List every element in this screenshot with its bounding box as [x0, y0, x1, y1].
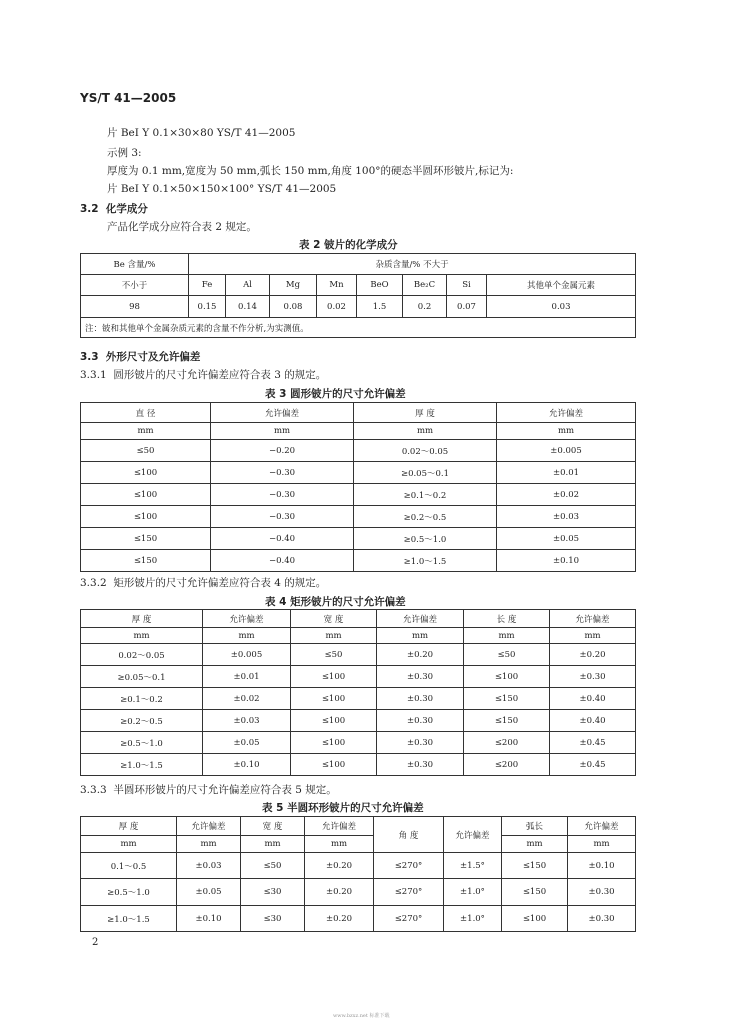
unit-label: mm: [354, 423, 497, 440]
section-3-3-1-text: [80, 367, 326, 382]
column-header: 允许偏差: [497, 403, 636, 423]
section-text: 圆形铍片的尺寸允许偏差应符合表 3 的规定。: [113, 369, 327, 381]
table-row: [81, 732, 636, 754]
section-title: 外形尺寸及允许偏差: [105, 351, 201, 363]
table-row: [81, 484, 636, 506]
section-3-2-heading: [80, 201, 148, 216]
table-cell: −0.30: [211, 506, 354, 528]
table-cell: ±0.03: [177, 853, 241, 879]
table-cell: 0.03: [487, 296, 636, 318]
unit-label: mm: [203, 628, 291, 644]
table-cell: ≥0.05～0.1: [354, 462, 497, 484]
table-cell: 1.5: [357, 296, 403, 318]
table-cell: ≤150: [502, 853, 568, 879]
column-header: 允许偏差: [377, 610, 464, 628]
table-cell: ≤50: [291, 644, 377, 666]
table-5: [80, 816, 636, 932]
unit-label: mm: [568, 836, 636, 853]
table-row: [81, 710, 636, 732]
table-cell: ±0.30: [377, 710, 464, 732]
element-header: Si: [447, 275, 487, 296]
table-cell: ≥0.5～1.0: [81, 732, 203, 754]
element-header: Mn: [317, 275, 357, 296]
unit-label: mm: [550, 628, 636, 644]
table-row: [81, 550, 636, 572]
table-cell: ≤30: [241, 879, 305, 906]
table-cell: −0.30: [211, 462, 354, 484]
column-header: 宽 度: [241, 817, 305, 836]
table-cell: ±0.10: [203, 754, 291, 776]
section-3-2-text: 产品化学成分应符合表 2 规定。: [107, 221, 257, 233]
table-cell: ±0.03: [203, 710, 291, 732]
section-text: 矩形铍片的尺寸允许偏差应符合表 4 的规定。: [113, 577, 327, 589]
table-row: [81, 853, 636, 879]
table-cell: ≤100: [81, 506, 211, 528]
table-cell: 0.02: [317, 296, 357, 318]
table-cell: ≥0.05～0.1: [81, 666, 203, 688]
table-cell: 0.2: [403, 296, 447, 318]
column-header: 厚 度: [354, 403, 497, 423]
unit-label: mm: [497, 423, 636, 440]
table-cell: ≤100: [502, 906, 568, 932]
example-3-description: 厚度为 0.1 mm,宽度为 50 mm,弧长 150 mm,角度 100°的硬态半圆环形铍片,标记为:: [107, 165, 514, 177]
table-3-caption: 表 3 圆形铍片的尺寸允许偏差: [265, 388, 406, 400]
unit-label: mm: [241, 836, 305, 853]
page-number: 2: [92, 937, 99, 948]
table-row: [81, 440, 636, 462]
unit-label: mm: [464, 628, 550, 644]
section-3-3-heading: [80, 349, 200, 364]
table-cell: ±0.01: [203, 666, 291, 688]
table-cell: ±0.40: [550, 710, 636, 732]
table-row: [81, 462, 636, 484]
table-cell: ≤100: [291, 666, 377, 688]
table-cell: ±1.0°: [444, 879, 502, 906]
table-cell: ±0.30: [550, 666, 636, 688]
element-header: Mg: [270, 275, 317, 296]
section-number: 3.3.2: [80, 577, 107, 589]
table-cell: ≤150: [502, 879, 568, 906]
table-cell: ≤200: [464, 754, 550, 776]
element-header: Fe: [189, 275, 226, 296]
table-cell: ≥0.1～0.2: [81, 688, 203, 710]
table-cell: ±0.05: [497, 528, 636, 550]
impurity-header: 杂质含量/% 不大于: [189, 254, 636, 275]
section-text: 半圆环形铍片的尺寸允许偏差应符合表 5 规定。: [113, 784, 337, 796]
table-cell: ≤150: [81, 528, 211, 550]
element-header: BeO: [357, 275, 403, 296]
table-cell: ±0.05: [177, 879, 241, 906]
table-cell: ≤200: [464, 732, 550, 754]
footer-watermark: www.bzxz.net 标准下载: [333, 1013, 390, 1019]
table-cell: ≥1.0～1.5: [81, 906, 177, 932]
table-cell: ≤100: [291, 688, 377, 710]
table-cell: ≤100: [81, 484, 211, 506]
table-cell: ±0.30: [377, 754, 464, 776]
table-cell: ±0.02: [203, 688, 291, 710]
table-row: [81, 754, 636, 776]
column-header: 允许偏差: [444, 817, 502, 853]
table-2-caption: 表 2 铍片的化学成分: [299, 239, 398, 251]
table-cell: ≥0.5～1.0: [354, 528, 497, 550]
table-cell: 0.1～0.5: [81, 853, 177, 879]
column-header: 长 度: [464, 610, 550, 628]
column-header: 允许偏差: [203, 610, 291, 628]
table-cell: ±0.40: [550, 688, 636, 710]
column-header: 弧长: [502, 817, 568, 836]
column-header: 厚 度: [81, 817, 177, 836]
unit-label: mm: [305, 836, 374, 853]
table-row: [81, 906, 636, 932]
table-cell: 98: [81, 296, 189, 318]
unit-label: mm: [177, 836, 241, 853]
table-cell: ≥0.1～0.2: [354, 484, 497, 506]
table-cell: ±0.005: [203, 644, 291, 666]
table-cell: ±0.01: [497, 462, 636, 484]
table-cell: ≥0.5～1.0: [81, 879, 177, 906]
table-cell: ≥0.2～0.5: [354, 506, 497, 528]
be-min-label: 不小于: [81, 275, 189, 296]
example-marking-line: 片 BeI Y 0.1×30×80 YS/T 41—2005: [107, 127, 296, 139]
table-5-caption: 表 5 半圆环形铍片的尺寸允许偏差: [262, 802, 424, 814]
table-row: [81, 644, 636, 666]
table-row: [81, 666, 636, 688]
table-cell: ±0.20: [305, 853, 374, 879]
column-header: 允许偏差: [550, 610, 636, 628]
unit-label: mm: [211, 423, 354, 440]
table-cell: ±0.30: [568, 906, 636, 932]
table-cell: −0.20: [211, 440, 354, 462]
table-cell: ±0.20: [305, 879, 374, 906]
table-4: [80, 609, 636, 776]
table-cell: 0.08: [270, 296, 317, 318]
table-cell: ≥1.0～1.5: [81, 754, 203, 776]
column-header: 直 径: [81, 403, 211, 423]
table-cell: ≤50: [464, 644, 550, 666]
table-cell: ±0.30: [377, 688, 464, 710]
table-cell: ±0.03: [497, 506, 636, 528]
table-cell: ≤150: [464, 688, 550, 710]
unit-label: mm: [377, 628, 464, 644]
table-2-note: 注：铍和其他单个金属杂质元素的含量不作分析,为实测值。: [81, 318, 636, 338]
example-3-label: 示例 3:: [107, 147, 142, 159]
table-row: [81, 879, 636, 906]
table-cell: ≤150: [464, 710, 550, 732]
table-2: [80, 253, 636, 338]
table-4-caption: 表 4 矩形铍片的尺寸允许偏差: [265, 596, 406, 608]
element-header: 其他单个金属元素: [487, 275, 636, 296]
table-cell: ≥1.0～1.5: [354, 550, 497, 572]
table-cell: ±0.20: [550, 644, 636, 666]
table-cell: ≤270°: [374, 879, 444, 906]
unit-label: mm: [81, 628, 203, 644]
table-row: [81, 506, 636, 528]
table-cell: ±0.10: [177, 906, 241, 932]
table-cell: ≤100: [81, 462, 211, 484]
column-header: 允许偏差: [211, 403, 354, 423]
table-cell: ≤50: [241, 853, 305, 879]
column-header: 角 度: [374, 817, 444, 853]
table-cell: 0.02～0.05: [354, 440, 497, 462]
unit-label: mm: [291, 628, 377, 644]
table-row: [81, 528, 636, 550]
column-header: 宽 度: [291, 610, 377, 628]
column-header: 允许偏差: [305, 817, 374, 836]
table-cell: 0.07: [447, 296, 487, 318]
table-cell: ±0.30: [568, 879, 636, 906]
table-cell: ≤270°: [374, 853, 444, 879]
table-cell: ±1.5°: [444, 853, 502, 879]
section-number: 3.2: [80, 203, 99, 215]
table-cell: −0.40: [211, 528, 354, 550]
table-row: [81, 688, 636, 710]
table-cell: ±0.20: [305, 906, 374, 932]
element-header: Be₂C: [403, 275, 447, 296]
section-title: 化学成分: [105, 203, 148, 215]
table-cell: ±0.30: [377, 666, 464, 688]
table-cell: ≥0.2～0.5: [81, 710, 203, 732]
table-3: [80, 402, 636, 572]
table-cell: 0.15: [189, 296, 226, 318]
table-cell: ≤30: [241, 906, 305, 932]
table-cell: ±0.05: [203, 732, 291, 754]
example-3-marking: 片 BeI Y 0.1×50×150×100° YS/T 41—2005: [107, 183, 337, 195]
table-cell: ±1.0°: [444, 906, 502, 932]
table-cell: 0.14: [226, 296, 270, 318]
table-cell: ≤100: [291, 754, 377, 776]
table-cell: ±0.30: [377, 732, 464, 754]
table-cell: ±0.10: [497, 550, 636, 572]
unit-label: mm: [81, 423, 211, 440]
unit-label: mm: [81, 836, 177, 853]
table-row: [81, 296, 636, 318]
section-number: 3.3: [80, 351, 99, 363]
table-cell: ≤100: [464, 666, 550, 688]
document-header: YS/T 41—2005: [80, 91, 177, 105]
table-cell: ≤100: [291, 732, 377, 754]
column-header: 允许偏差: [177, 817, 241, 836]
table-cell: ≤100: [291, 710, 377, 732]
table-cell: ≤270°: [374, 906, 444, 932]
section-3-3-2-text: [80, 575, 326, 590]
element-header: Al: [226, 275, 270, 296]
column-header: 允许偏差: [568, 817, 636, 836]
table-cell: ±0.02: [497, 484, 636, 506]
unit-label: mm: [502, 836, 568, 853]
table-cell: −0.30: [211, 484, 354, 506]
table-cell: −0.40: [211, 550, 354, 572]
be-content-label: Be 含量/%: [81, 254, 189, 275]
table-cell: ≤150: [81, 550, 211, 572]
table-cell: ±0.005: [497, 440, 636, 462]
table-cell: ±0.45: [550, 754, 636, 776]
section-number: 3.3.1: [80, 369, 107, 381]
table-cell: ≤50: [81, 440, 211, 462]
table-cell: ±0.45: [550, 732, 636, 754]
section-3-3-3-text: [80, 782, 337, 797]
section-number: 3.3.3: [80, 784, 107, 796]
table-cell: 0.02～0.05: [81, 644, 203, 666]
column-header: 厚 度: [81, 610, 203, 628]
table-cell: ±0.10: [568, 853, 636, 879]
table-cell: ±0.20: [377, 644, 464, 666]
